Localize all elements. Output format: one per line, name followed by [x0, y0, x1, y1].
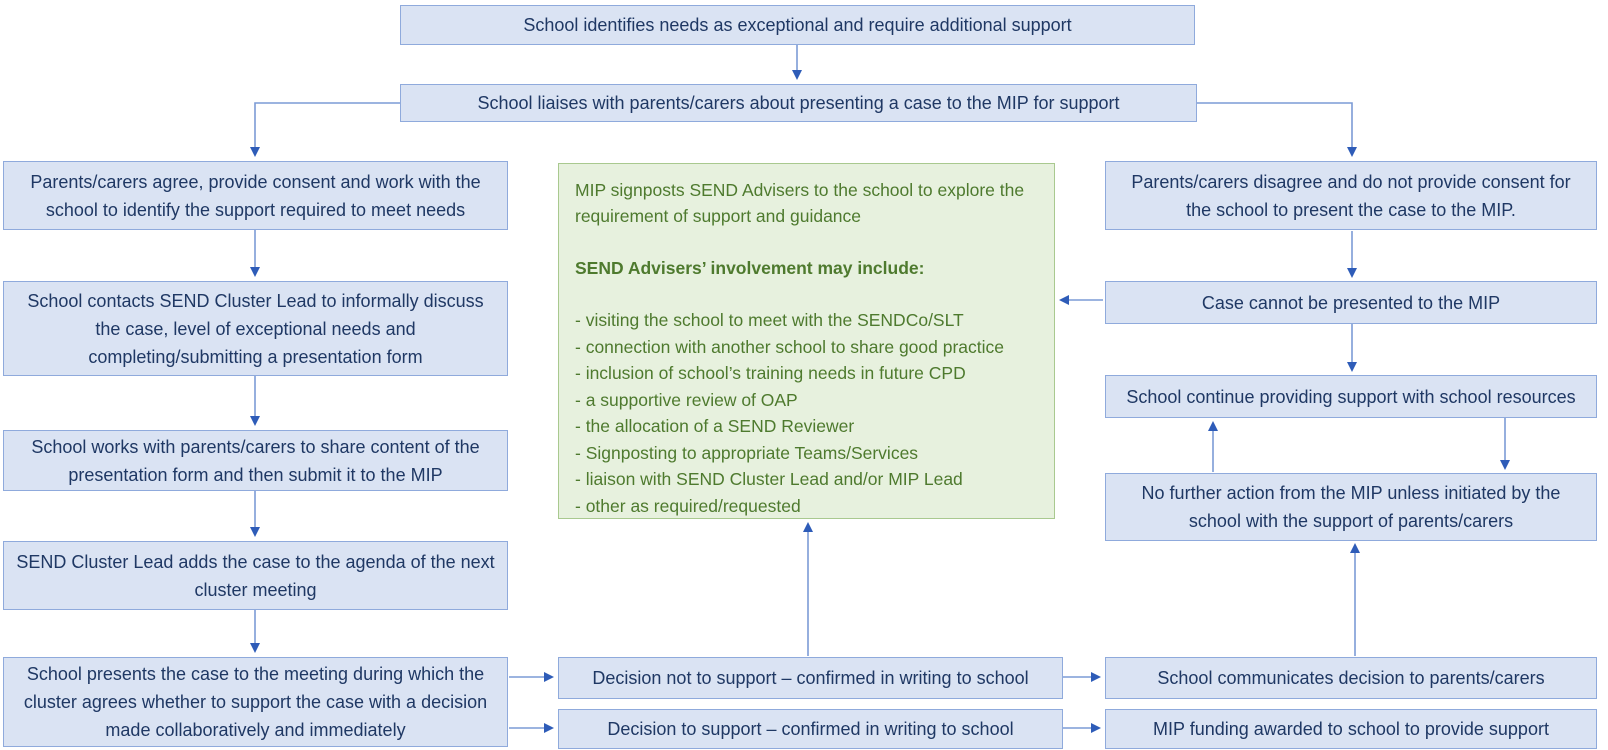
advisers-panel-item: - a supportive review of OAP [575, 389, 798, 410]
advisers-panel [558, 163, 1055, 519]
flow-box-no-further-action: No further action from the MIP unless initiated by the school with the support of parents/carers [1105, 473, 1597, 541]
advisers-panel-item: - liaison with SEND Cluster Lead and/or MIP Lead [575, 469, 963, 489]
flow-box-case-not-presented: Case cannot be presented to the MIP [1105, 281, 1597, 324]
flow-box-parents-agree: Parents/carers agree, provide consent and work with the school to identify the support required to meet needs [3, 161, 508, 230]
advisers-panel-heading: SEND Advisers’ involvement may include: [575, 258, 925, 278]
flow-box-school-resources: School continue providing support with school resources [1105, 375, 1597, 418]
flow-box-contact-cluster-lead: School contacts SEND Cluster Lead to informally discuss the case, level of exceptional needs and completing/submitting a presentation form [3, 281, 508, 376]
flow-box-share-presentation-form: School works with parents/carers to share content of the presentation form and then submit it to the MIP [3, 430, 508, 491]
flow-box-present-case: School presents the case to the meeting during which the cluster agrees whether to support the case with a decision made collaboratively and immediately [3, 657, 508, 747]
flow-box-decision-not-support: Decision not to support – confirmed in writing to school [558, 657, 1063, 699]
advisers-panel-items [575, 307, 1038, 519]
flow-box-decision-support: Decision to support – confirmed in writing to school [558, 709, 1063, 749]
flow-box-liaise-parents: School liaises with parents/carers about presenting a case to the MIP for support [400, 84, 1197, 122]
flow-box-add-to-agenda: SEND Cluster Lead adds the case to the agenda of the next cluster meeting [3, 541, 508, 610]
flow-box-communicate-decision: School communicates decision to parents/carers [1105, 657, 1597, 699]
advisers-panel-item: - visiting the school to meet with the SENDCo/SLT [575, 310, 964, 330]
flow-box-identify-needs: School identifies needs as exceptional and require additional support [400, 5, 1195, 45]
advisers-panel-item: - connection with another school to share good practice [575, 336, 1005, 357]
advisers-panel-item: - inclusion of school’s training needs in future CPD [575, 363, 966, 383]
advisers-panel-item: - the allocation of a SEND Reviewer [575, 416, 855, 436]
flow-box-funding-awarded: MIP funding awarded to school to provide support [1105, 709, 1597, 749]
advisers-panel-item: - Signposting to appropriate Teams/Services [575, 442, 919, 463]
advisers-panel-item: - other as required/requested [575, 495, 801, 516]
flow-box-parents-disagree: Parents/carers disagree and do not provide consent for the school to present the case to the MIP. [1105, 161, 1597, 230]
advisers-panel-intro: MIP signposts SEND Advisers to the school to explore the requirement of support and guidance [575, 180, 1025, 226]
